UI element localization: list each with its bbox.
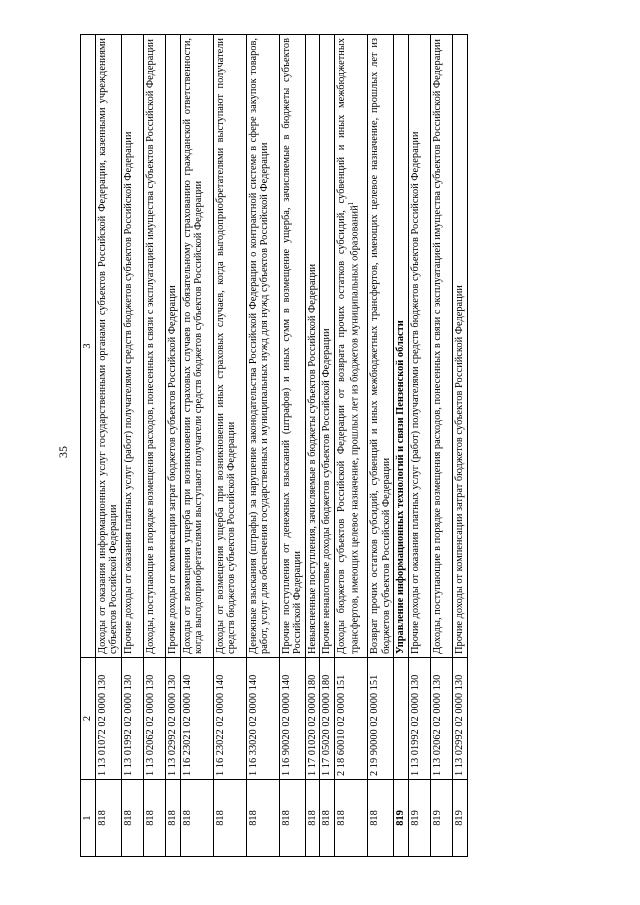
table-row [305,35,320,857]
revenue-name [431,35,453,658]
revenue-name-text: Прочие доходы от оказания платных услуг (работ) получателями средств бюджетов субъектов Российской Федерации [122,131,134,654]
administrator-code: 818 [143,780,165,857]
administrator-code: 819 [453,780,468,857]
revenue-name [279,35,305,658]
revenue-classification-code: 1 13 02992 02 0000 130 [453,658,468,780]
revenue-name [121,35,143,658]
revenue-name [453,35,468,658]
revenue-name [320,35,335,658]
revenue-classification-code: 1 13 02062 02 0000 130 [143,658,165,780]
table-row [95,35,121,857]
revenue-name-text: Денежные взыскания (штрафы) за нарушение законодательства Российской Федерации о контрактной системе в сфере закупок товаров, работ, услуг для обеспечения государственных и муниципальных нужд для нужд субъектов Российской Федерации [247,38,271,654]
table-row [165,35,180,857]
revenue-name [165,35,180,658]
revenue-classification-code: 1 16 33020 02 0000 140 [246,658,279,780]
administrator-code: 819 [409,780,431,857]
footnote-marker: 1 [346,201,355,206]
revenue-name-text: Доходы от возмещения ущерба при возникновении страховых случаев по обязательному страхованию гражданской ответственности, когда выгодоприобретателями выступают получатели средств бюджетов субъектов Российской Федерации [181,38,205,654]
revenue-name [305,35,320,658]
revenue-classification-code: 1 13 01072 02 0000 130 [95,658,121,780]
revenue-name-text: Доходы от возмещения ущерба при возникновении иных страховых случаев, когда выгодоприобретателями выступают получатели средств бюджетов субъектов Российской Федерации [214,38,238,654]
administrator-code: 818 [213,780,246,857]
revenue-classification-code: 1 13 02062 02 0000 130 [431,658,453,780]
budget-revenue-table [80,34,468,857]
revenue-classification-code: 1 13 01992 02 0000 130 [409,658,431,780]
administrator-code: 818 [246,780,279,857]
administrator-code: 819 [431,780,453,857]
table-row [453,35,468,857]
page-number: 35 [56,446,70,458]
table-row [143,35,165,857]
revenue-classification-code: 1 16 23022 02 0000 140 [213,658,246,780]
revenue-name-text: Прочие доходы от компенсации затрат бюджетов субъектов Российской Федерации [454,285,466,654]
table-row [121,35,143,857]
revenue-name-text: Возврат прочих остатков субсидий, субвенций и иных межбюджетных трансфертов, имеющих целевое назначение, прошлых лет из бюджетов субъектов Российской Федерации [369,38,392,654]
revenue-name [180,35,213,658]
administrator-code: 818 [320,780,335,857]
table-row [180,35,213,857]
revenue-classification-code: 1 13 02992 02 0000 130 [165,658,180,780]
administrator-code: 818 [368,780,394,857]
revenue-name [95,35,121,658]
administrator-code: 818 [305,780,320,857]
revenue-name-text: Прочие доходы от оказания платных услуг (работ) получателями средств бюджетов субъектов Российской Федерации [410,131,422,654]
administrator-code: 818 [279,780,305,857]
revenue-name-text: Доходы бюджетов субъектов Российской Федерации от возврата прочих остатков субсидий, субвенций и иных межбюджетных трансфертов, имеющих целевое назначение, прошлых лет из бюджетов муниципальных образований [336,38,361,654]
table-row [394,35,409,857]
revenue-classification-code: 2 19 90000 02 0000 151 [368,658,394,780]
revenue-name [246,35,279,658]
rotated-page-content [80,35,564,857]
table-row [279,35,305,857]
revenue-name-text: Доходы, поступающие в порядке возмещения расходов, понесенных в связи с эксплуатацией имущества субъектов Российской Федерации [432,39,444,654]
administrator-code: 819 [394,780,409,857]
revenue-name [335,35,368,658]
column-number-3: 3 [81,35,96,658]
table-row [409,35,431,857]
revenue-classification-code: 1 17 05020 02 0000 180 [320,658,335,780]
revenue-classification-code: 1 13 01992 02 0000 130 [121,658,143,780]
administrator-code: 818 [335,780,368,857]
table-row [368,35,394,857]
revenue-name-text: Невыясненные поступления, зачисляемые в бюджеты субъектов Российской Федерации [306,263,318,654]
revenue-classification-code: 1 16 90020 02 0000 140 [279,658,305,780]
table-row [246,35,279,857]
revenue-name [213,35,246,658]
revenue-name [143,35,165,658]
administrator-code: 818 [180,780,213,857]
revenue-name [368,35,394,658]
revenue-classification-code: 2 18 60010 02 0000 151 [335,658,368,780]
table-row [335,35,368,857]
revenue-classification-code [394,658,409,780]
administrator-code: 818 [165,780,180,857]
revenue-name-text: Прочие доходы от компенсации затрат бюджетов субъектов Российской Федерации [166,285,178,654]
administrator-code: 818 [95,780,121,857]
administrator-code: 818 [121,780,143,857]
revenue-classification-code: 1 17 01020 02 0000 180 [305,658,320,780]
revenue-name [394,35,409,658]
revenue-name-text: Доходы от оказания информационных услуг государственными органами субъектов Российской Федерации, казенными учреждениями субъектов Российской Федерации [96,38,120,654]
revenue-name-text: Прочие неналоговые доходы бюджетов субъектов Российской Федерации [321,328,333,654]
revenue-name-text: Прочие поступления от денежных взысканий (штрафов) и иных сумм в возмещение ущерба, зачисляемые в бюджеты субъектов Российской Федерации [280,38,304,654]
column-number-2: 2 [81,658,96,780]
revenue-name-text: Доходы, поступающие в порядке возмещения расходов, понесенных в связи с эксплуатацией имущества субъектов Российской Федерации [144,39,156,654]
revenue-name [409,35,431,658]
revenue-name-text: Управление информационных технологий и связи Пензенской области [395,320,407,654]
revenue-classification-code: 1 16 23021 02 0000 140 [180,658,213,780]
column-number-1: 1 [81,780,96,857]
table-row [431,35,453,857]
table-header-row [81,35,96,857]
table-row [213,35,246,857]
table-row [320,35,335,857]
